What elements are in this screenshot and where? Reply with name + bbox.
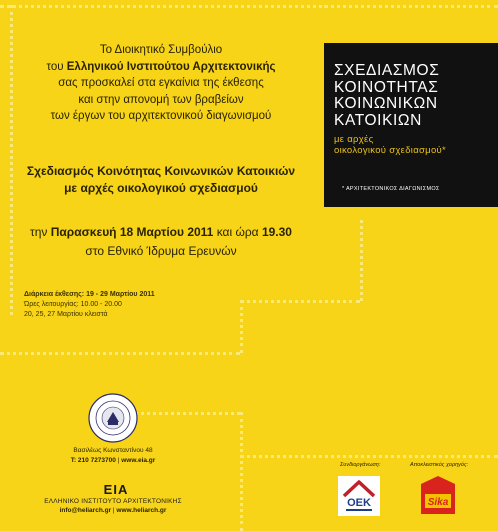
competition-title-line-1: Σχεδιασμός Κοινότητας Κοινωνικών Κατοικιών [26, 164, 296, 178]
event-prefix: την [30, 225, 51, 239]
invitation-line-5: των έργων του αρχιτεκτονικού διαγωνισμού [50, 110, 272, 122]
event-details [0, 223, 322, 261]
title-box [324, 43, 498, 207]
box-subtitle-line-1: με αρχές [334, 134, 374, 145]
invitation-line-1: Το Διοικητικό Συμβούλιο [99, 44, 223, 56]
dotted-line-lower [240, 300, 360, 303]
competition-title [0, 163, 322, 197]
invitation-line-4: και στην απονομή των βραβείων [78, 93, 244, 106]
institute-email: info@heliarch.gr [59, 507, 112, 514]
exclusive-sponsor-label: Αποκλειστικός χορηγός: [410, 462, 469, 468]
address-contact [0, 456, 226, 466]
dotted-line-vertical-middle [240, 300, 243, 353]
invitation-line-3: σας προσκαλεί στα εγκαίνια της έκθεσης [58, 77, 264, 89]
event-mid: και ώρα [213, 225, 262, 239]
institute-full-name: ΕΛΛΗΝΙΚΟ ΙΝΣΤΙΤΟΥΤΟ ΑΡΧΙΤΕΚΤΟΝΙΚΗΣ [44, 498, 182, 505]
event-day: Παρασκευή 18 Μαρτίου 2011 [50, 225, 214, 239]
invitation-line-2 [0, 59, 322, 76]
dotted-line-bottom-vertical [240, 412, 243, 531]
box-subtitle [334, 134, 446, 156]
invitation-line-2-prefix: του [46, 60, 67, 73]
address-street: Βασιλέως Κωνσταντίνου 48 [73, 447, 153, 454]
box-title [334, 63, 494, 129]
dotted-line-upper-right [324, 5, 498, 8]
address-phone: Τ: 210 7273700 [70, 457, 116, 464]
links-separator: | [112, 507, 115, 514]
eia-logo-text: ΕΙΑ [103, 482, 129, 496]
box-title-line-4: ΚΑΤΟΙΚΙΩΝ [334, 111, 422, 129]
box-title-line-1: ΣΧΕΔΙΑΣΜΟΣ [334, 62, 440, 79]
event-date-time [0, 223, 322, 242]
dotted-line-footer [240, 455, 498, 458]
exhibition-schedule [24, 290, 155, 320]
event-time: 19.30 [261, 225, 292, 239]
sika-logo-text: Sika [427, 497, 449, 508]
institute-links [0, 507, 226, 514]
exhibition-closed-days: 20, 25, 27 Μαρτίου κλειστά [24, 311, 108, 318]
dotted-line-middle [0, 352, 240, 355]
box-title-line-2: ΚΟΙΝΟΤΗΤΑΣ [334, 78, 439, 96]
oek-logo-text: ΟΕΚ [347, 497, 371, 509]
exhibition-hours: Ώρες λειτουργίας: 10.00 - 20.00 [24, 301, 122, 308]
co-organizer-label: Συνδιοργάνωση: [340, 462, 381, 468]
address-separator: | [117, 457, 120, 464]
box-subtitle-line-2: οικολογικού σχεδιασμού* [334, 145, 447, 156]
dotted-line-right-middle [360, 220, 363, 301]
competition-title-line-2: με αρχές οικολογικού σχεδιασμού [64, 181, 258, 195]
address-web: www.eia.gr [121, 457, 156, 464]
eia-logo-icon [96, 482, 136, 496]
oek-logo-icon [338, 476, 380, 516]
institute-url: www.heliarch.gr [116, 507, 167, 514]
box-title-line-3: ΚΟΙΝΩΝΙΚΩΝ [334, 95, 438, 112]
sika-logo-icon [419, 474, 457, 516]
invitation-text [0, 42, 322, 125]
institute-seal-icon [88, 393, 138, 443]
event-venue: στο Εθνικό Ίδρυμα Ερευνών [85, 244, 237, 258]
exhibition-duration: Διάρκεια έκθεσης: 19 - 29 Μαρτίου 2011 [24, 291, 155, 298]
institute-address [0, 446, 226, 466]
box-footnote: * ΑΡΧΙΤΕΚΤΟΝΙΚΟΣ ΔΙΑΓΩΝΙΣΜΟΣ [342, 186, 440, 192]
institute-name-emphasis: Ελληνικού Ινστιτούτου Αρχιτεκτονικής [66, 60, 276, 73]
